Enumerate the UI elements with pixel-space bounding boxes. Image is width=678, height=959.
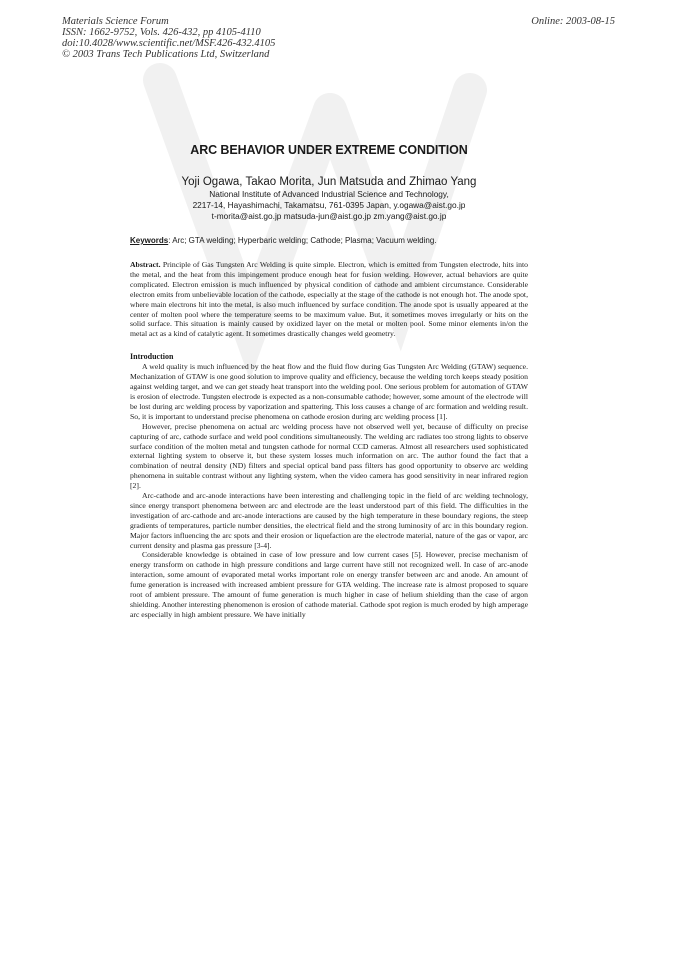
keywords-label: Keywords bbox=[130, 236, 169, 245]
copyright-line: © 2003 Trans Tech Publications Ltd, Switzerland bbox=[62, 49, 270, 60]
journal-name: Materials Science Forum bbox=[62, 16, 169, 27]
affiliation bbox=[130, 189, 528, 222]
affiliation-line: t-morita@aist.go.jp matsuda-jun@aist.go.jp zm.yang@aist.go.jp bbox=[211, 211, 447, 221]
intro-paragraph: A weld quality is much influenced by the heat flow and the fluid flow during Gas Tungsten Arc Welding (GTAW) sequence. Mechanization of GTAW is one good solution to improve quality and efficiency, because the welding torch keeps steady position against welding target, and we can get steady heat transport into the welding pool. One serious problem for automation of GTAW is erosion of electrode. Tungsten electrode is expected as a non-consumable cathode; however, some amount of the electrode will be lost during arc welding process by vaporization and spattering. This loss causes a change of arc formation and welding result. So, it is important to understand precise phenomena on cathode erosion during arc welding process [1]. bbox=[130, 362, 528, 421]
intro-paragraph: However, precise phenomena on actual arc welding process have not observed well yet, because of difficulty on precise capturing of arc, cathode surface and weld pool conditions simultaneously. The welding arc radiates too strong lights to observe surface condition of the molten metal and tungsten cathode for normal CCD cameras. Almost all researchers used sophisticated external lighting system to observe it, but these system losses much information on arc. The author found the fact that a combination of neutral density (ND) filters and special optical band pass filters has good opportunity to observe arc welding phenomena in suitable contrast without any lighting system, when the video camera has good sensitivity in near infrared region [2]. bbox=[130, 421, 528, 491]
keywords-text: : Arc; GTA welding; Hyperbaric welding; Cathode; Plasma; Vacuum welding. bbox=[168, 236, 437, 245]
section-title-introduction: Introduction bbox=[130, 352, 174, 362]
keywords bbox=[130, 235, 528, 246]
abstract-label: Abstract. bbox=[130, 260, 161, 269]
doi-link[interactable]: doi:10.4028/www.scientific.net/MSF.426-432.4105 bbox=[62, 38, 276, 49]
intro-paragraph: Arc-cathode and arc-anode interactions have been interesting and challenging topic in the field of arc welding technology, since energy transport phenomena between arc and electrode are the least understood part of this field. The difficulties in the investigation of arc-cathode and arc-anode interactions are caused by the high temperature in these boundary regions, the steep gradients of temperatures, particle number densities, the electrical field and the strong luminosity of arc in this boundary region. Major factors influencing the arc spots and their erosion or liquefaction are the electrode material, nature of the gas or vapor, arc current density and plasma gas pressure [3-4]. bbox=[130, 491, 528, 550]
affiliation-line: 2217-14, Hayashimachi, Takamatsu, 761-0395 Japan, y.ogawa@aist.go.jp bbox=[192, 200, 466, 210]
paper-title: ARC BEHAVIOR UNDER EXTREME CONDITION bbox=[190, 143, 468, 157]
author-list: Yoji Ogawa, Takao Morita, Jun Matsuda and Zhimao Yang bbox=[181, 176, 477, 188]
paper-body bbox=[130, 143, 528, 620]
abstract-text: Principle of Gas Tungsten Arc Welding is quite simple. Electron, which is emitted from Tungsten electrode, hits into the metal, and the heat from this impingement produce enough heat for fusion welding. However, actual behaviors are quite complicated. Electron emission is much influenced by physical condition of cathode and ambient circumstance. Considerable electron emits from unbelievable location of the cathode, especially at the stage of the cathode is not enough hot. The anode spot, where main electrons hit into the metal, is also much influenced by surface condition. The anode spot is usually appeared at the center of molten pool where the temperature seems to be maximum value. But, it sometimes moves irregularly or hits on the solid surface. This situation is mainly caused by oxidized layer on the metal or molten pool. Some minor elements in/on the metal act as a kind of catalytic agent. It sometimes drastically changes weld geometry. bbox=[130, 260, 528, 339]
journal-info bbox=[62, 16, 275, 60]
online-date: Online: 2003-08-15 bbox=[531, 16, 615, 27]
issn-line: ISSN: 1662-9752, Vols. 426-432, pp 4105-4110 bbox=[62, 27, 261, 38]
abstract bbox=[130, 260, 528, 339]
intro-paragraph: Considerable knowledge is obtained in case of low pressure and low current cases [5]. However, precise mechanism of energy transform on cathode in high pressure conditions and large current have still not recognized well. In case of arc-anode interaction, some amount of evaporated metal works important role on energy transfer between arc and anode. An amount of fume generation is increased with increased ambient pressure for GTA welding. The increase rate is almost proposed to square root of ambient pressure. The amount of fume generation is much higher in case of helium shielding than the case of argon shielding. Another interesting phenomenon is erosion of cathode material. Cathode spot region is much eroded by high amperage arc especially in high ambient pressure. We have initially bbox=[130, 550, 528, 619]
affiliation-line: National Institute of Advanced Industrial Science and Technology, bbox=[209, 189, 449, 199]
